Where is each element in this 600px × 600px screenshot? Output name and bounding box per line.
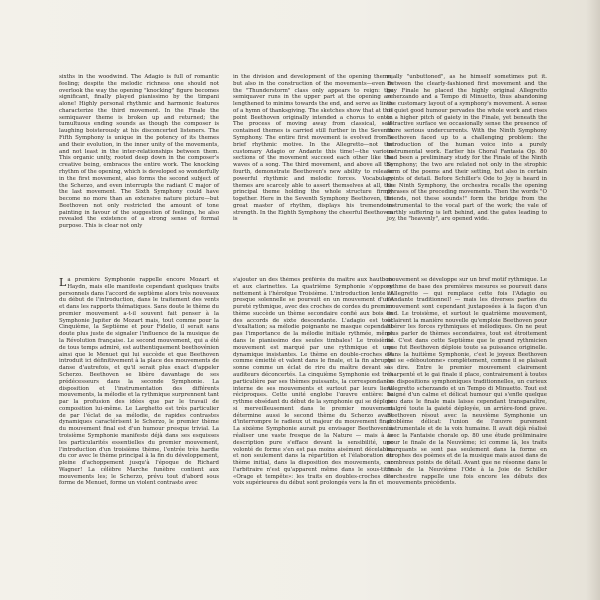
english-paragraph-2: in the division and development of the opening theme, but also in the construction of the movements—even in the "Thunderstorm" class only appears to reign: the semiquaver runs in the upper part at the opening are lengthened to minims towards the end, and serve as lines of a hymn of thanksgiving. The sketches show that at this point Beethoven originally intended a chorus to enter. The process of moving away from classical, self-contained themes is carried still further in the Seventh Symphony. The entire first movement is evolved from a brief rhythmic motive. In the Allegretto—not the customary Adagio or Andante this time!—the various sections of the movement succeed each other like the waves of a song. The third movement, and above all the fourth, demonstrate Beethoven's new ability to release powerful rhythmic and melodic forces. Vocabulary themes are scarcely able to assert themselves at all, the principal theme holding the whole structure firmly together. Here in the Seventh Symphony Beethoven, the great master of rhythm, displays his tremendous strength. In the Eighth Symphony the cheerful Beethoven is bbox=[233, 74, 393, 223]
english-text-column-3 bbox=[387, 74, 547, 246]
french-paragraph-2: s'ajouter un des thèmes préférés du maître aux hautbois et aux clarinettes. La quatrième Symphonie s'oppose nettement à l'héroïque Troisième. L'introduction lente et presque solennelle se poursuit en un mouvement d'une pureté rythmique, avec des croches de cordes du premier thème succède un thème secondaire confié aux bois en des accords de sixte descendante. L'adagio est tout d'exaltation; sa mélodie poignante ne masque cependant pas l'importance de la mélodie initiale rythmée, même dans le pianissimo des seules timbales! Le troisième mouvement est marqué par une rythmique et une dynamique insistantes. Le thème en double-croches est comme émietté et valent dans le finale, et la fin abrupte sonne comme un éclat de rire du maître devant ses auditeurs déconcertés. La cinquième Symphonie est très particulière par ses thèmes puissants, la correspondance interne de ses mouvements et surtout par leurs liens réciproques. Cette unité englobe l'œuvre entière: le rythme obsédant du début de la symphonie qui se déploie si merveilleusement dans le premier mouvement détermine aussi le second thème du Scherzo avant d'interrompre le radieux ut majeur du mouvement final. La sixième Symphonie aurait pu envisager Beethoven à réaliser une vaste fresque de la Nature — mais à la description pure s'efface devant la sensibilité, une volonté de forme s'en est pas moins aisément décelable; et non seulement dans la répartition et l'élaboration du thème initial, dans la disposition des mouvements, car l'arbitraire n'est qu'apparent même dans le sous-titre «Orage et tempête»: les traits en doubles-croches des voix supérieures du début sont prolongés vers la fin et bbox=[233, 277, 393, 487]
french-paragraph-3: mouvement se développe sur un bref motif rythmique. Le rythme de base des premières mesures se poursuit dans l'Allegretto — qui remplace cette fois l'Adagio ou l'Andante traditionnel! — mais les diverses parties du mouvement sont cependant juxtaposées à la façon d'un lied. Le troisième, et surtout le quatrième mouvement, éclairent la manière nouvelle qu'emploie Beethoven pour libérer les forces rythmiques et mélodiques. On ne peut plus parler de thèmes secondaires, tout est étroitement lié. C'est dans cette Septième que le grand rythmicien que fut Beethoven déploie toute sa puissance originelle. Dans la huitième Symphonie, c'est le joyeux Beethoven qui se «déboutonne» complètement, comme il se plaisait à dire. Entre le premier mouvement clairement charpenté et le gai finale il place, contrairement à toutes les dispositions symphoniques traditionnelles, un curieux Allegretto scherzando et un Tempo di Minuetto. Tout est baigné d'un calme et délicat humour qui s'enfle quelque peu dans le finale mais laisse cependant transparaître, malgré toute la gaieté déployée, un arrière-fond grave. Beethoven résout avec la neuvième Symphonie un problème délicat: l'union de l'œuvre purement instrumentale et de la voix humaine. Il avait déjà réalisé avec la Fantaisie chorale op. 80 une étude préliminaire pour le finale de la Neuvième; ici comme là, les traits marquants se sont pas seulement dans la forme en strophes des poèmes et de la musique mais aussi dans de nombreux points de détail. Avant que ne résonne dans le finale de la Neuvième l'Ode à la Joie de Schiller l'orchestre rappelle une fois encore les débuts des mouvements précédents. bbox=[387, 277, 547, 487]
english-text-column-2 bbox=[233, 74, 393, 246]
french-paragraph-1-text: a première Symphonie rappelle encore Mozart et Haydn, mais elle manifeste cependant quelques traits personnels dans l'accord de septième alors très nouveaux du début de l'introduction, dans le traitement des vents et dans les rapports thématiques. Sans doute le thème du premier mouvement a-t-il souvent fait penser à la Symphonie Jupiter de Mozart mais, tout comme pour la Cinquième, la Septième et pour Fidelio, il serait sans doute plus juste de signaler l'influence de la musique de la Révolution française. Le second mouvement, qui a été de tous temps admiré, est authentiquement beethovénien ainsi que le Menuet qui lui succède et que Beethoven introduit ici définitivement à la place des mouvements de danse d'autrefois, et qu'il serait plus exact d'appeler Scherzo. Beethoven se libère davantage de ses prédécesseurs dans la seconde Symphonie. La disposition et l'instrumentation des différents mouvements, la mélodie et la rythmique surprennent tant par la profusion des idées que par le travail de composition lui-même. Le Larghetto est très particulier de par l'éclat de sa mélodie, de rapides contrastes dynamiques caractérisent le Scherzo, le premier thème du mouvement final est d'un humour presque trivial. La troisième Symphonie manifeste déjà dans ses esquisses les particularités essentielles du premier mouvement, l'introduction d'un troisième thème, l'entrée très hardie du cor avec le thème principal à la fin du développement, pleine d'achoppement jusqu'à l'époque de Richard Wagner! La célèbre Marche funèbre contient aux mouvements les; le Scherzo, prévu tout d'abord sous forme de Menuet, forme un violent contraste avec bbox=[59, 277, 219, 487]
french-text-column-1 bbox=[59, 277, 219, 600]
drop-cap: L bbox=[59, 277, 67, 289]
english-paragraph-3: really "unbuttoned", as he himself sometimes put it. Between the clearly-fashioned first movement and the gay Finale he placed the highly original Allegretto scherzando and a Tempo di Minuetto, thus abandoning the customary layout of a symphony's movement. A sense of quiet good humour pervades the whole work and rises to a higher pitch of gaiety in the Finale, yet beneath the attractive surface we occasionally sense the presence of more serious undercurrents. With the Ninth Symphony Beethoven faced up to a challenging problem: the introduction of the human voice into a purely instrumental work. Earlier his Choral Fantasia Op. 80 had been a preliminary study for the Finale of the Ninth Symphony; the two are related not only in the strophic form of the poems and their setting, but also in certain points of detail. Before Schiller's Ode to Joy is heard in the Ninth Symphony, the orchestra recalls the opening phrases of the preceding movements. Then the words "O friends, not these sounds!" form the bridge from the instrumental to the vocal part of the work; the vale of earthly suffering is left behind, and the gates leading to joy, the "heavenly", are opened wide. bbox=[387, 74, 547, 223]
french-text-column-3 bbox=[387, 277, 547, 600]
page-edge-shadow bbox=[586, 0, 600, 600]
french-paragraph-1 bbox=[59, 277, 219, 487]
english-paragraph-1: sixths in the woodwind. The Adagio is full of romantic feeling; despite the melodic richness one should not overlook the way the opening "knocking" figure becomes significant, finally played pianissimo by the timpani alone! Highly personal rhythmic and harmonic features characterize the third movement. In the Finale the semiquaver theme is broken up and returned; the tumultuous ending sounds as though the composer is laughing boisterously at his disconcerted listeners. The Fifth Symphony is unique in the potency of its themes and their evolution, in the inner unity of the movements, and not least in the inter-relationships between them. This organic unity, rooted deep down in the composer's creative being, embraces the entire work. The knocking rhythm of the opening, which is developed so wonderfully in the first movement, also forms the second subject of the Scherzo, and even interrupts the radiant C major of the last movement. The Sixth Symphony could have become no more than an extensive nature picture—but Beethoven not only restricted the amount of tone painting in favour of the suggestion of feelings, he also revealed the existence of a strong sense of formal purpose. This is clear not only bbox=[59, 74, 219, 230]
french-text-column-2 bbox=[233, 277, 393, 600]
english-text-column-1 bbox=[59, 74, 219, 246]
